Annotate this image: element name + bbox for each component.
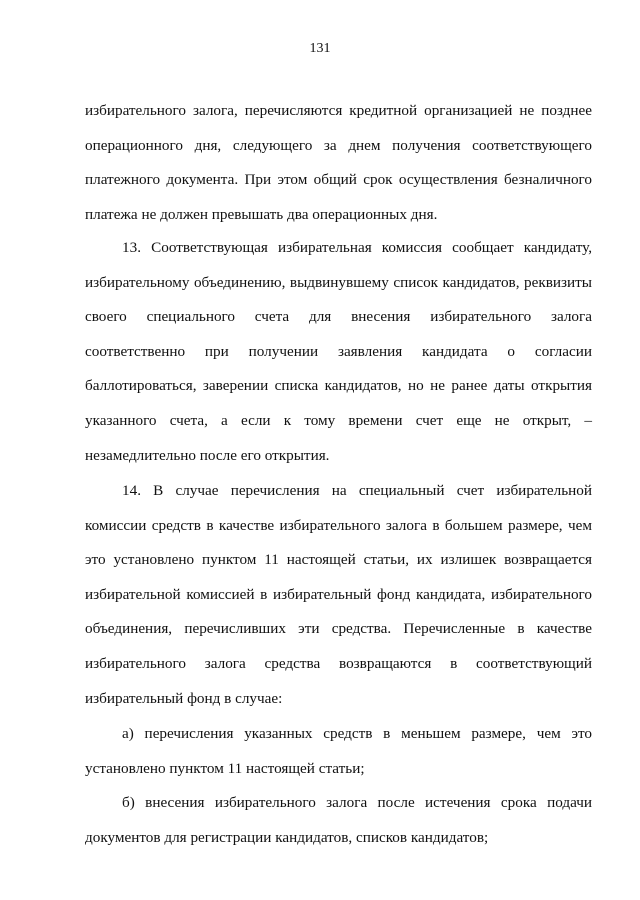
text-line: 14. В случае перечисления на специальный счет избирательной bbox=[122, 482, 592, 499]
text-line: б) внесения избирательного залога после истечения срока подачи bbox=[122, 794, 592, 811]
text-line: своего специального счета для внесения избирательного залога bbox=[85, 308, 592, 326]
paragraph-14 bbox=[85, 474, 592, 716]
text-line: указанного счета, а если к тому времени счет еще не открыт, – bbox=[85, 411, 592, 429]
text-line: это установлено пунктом 11 настоящей статьи, их излишек возвращается bbox=[85, 551, 592, 569]
text-line: избирательного залога, перечисляются кредитной организацией не позднее bbox=[85, 102, 592, 119]
text-line: платежа не должен превышать два операционных дня. bbox=[85, 205, 438, 223]
page-number: 131 bbox=[309, 41, 331, 56]
text-line: комиссии средств в качестве избирательного залога в большем размере, чем bbox=[85, 516, 592, 534]
text-line: избирательной комиссией в избирательный фонд кандидата, избирательного bbox=[85, 585, 592, 603]
paragraph-continuation bbox=[85, 94, 592, 232]
text-line: избирательному объединению, выдвинувшему список кандидатов, реквизиты bbox=[85, 273, 592, 291]
text-line: платежного документа. При этом общий срок осуществления безналичного bbox=[85, 171, 592, 189]
text-line: незамедлительно после его открытия. bbox=[85, 446, 330, 464]
text-line: избирательного залога средства возвращаются в соответствующий bbox=[85, 654, 592, 672]
text-line: баллотироваться, заверении списка кандидатов, но не ранее даты открытия bbox=[85, 377, 592, 395]
text-line: 13. Соответствующая избирательная комиссия сообщает кандидату, bbox=[122, 239, 592, 256]
text-line: объединения, перечисливших эти средства. Перечисленные в качестве bbox=[85, 620, 592, 638]
text-line: избирательный фонд в случае: bbox=[85, 689, 283, 707]
text-line: соответственно при получении заявления кандидата о согласии bbox=[85, 342, 592, 360]
text-line: а) перечисления указанных средств в меньшем размере, чем это bbox=[122, 725, 592, 742]
paragraph-13 bbox=[85, 231, 592, 473]
subitem-b bbox=[85, 786, 592, 855]
text-line: документов для регистрации кандидатов, списков кандидатов; bbox=[85, 828, 489, 846]
text-line: установлено пунктом 11 настоящей статьи; bbox=[85, 759, 365, 777]
subitem-a bbox=[85, 717, 592, 786]
text-line: операционного дня, следующего за днем получения соответствующего bbox=[85, 136, 592, 154]
